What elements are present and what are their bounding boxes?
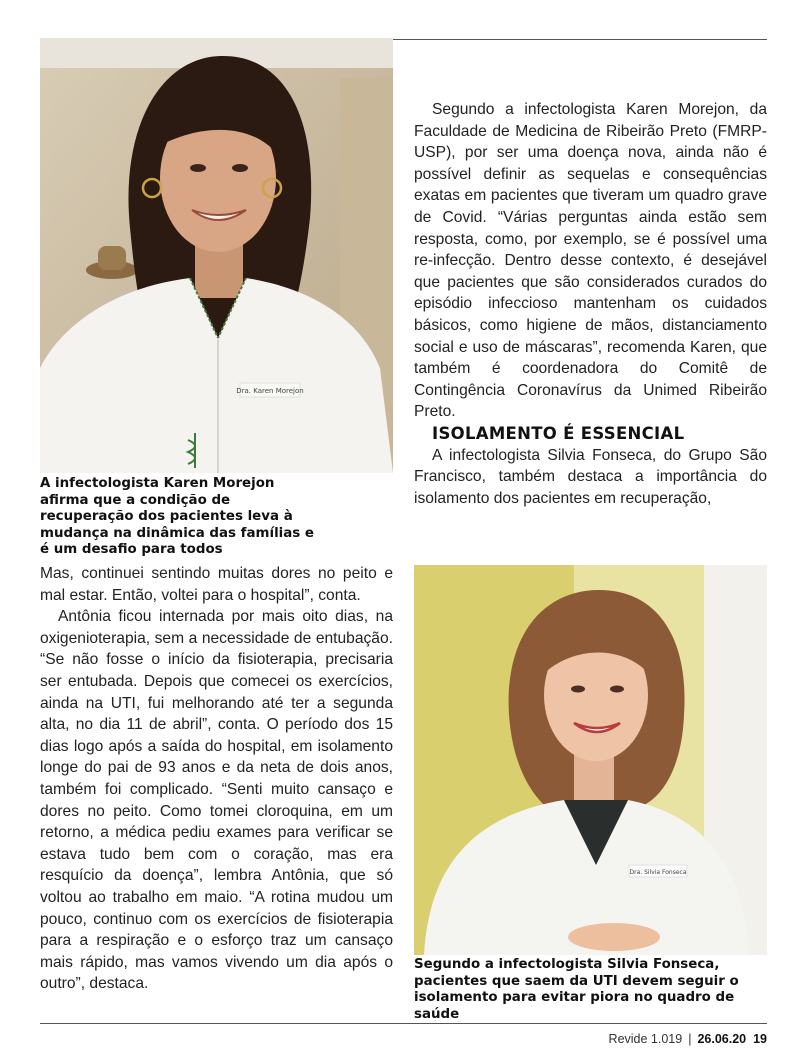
karen-portrait-illustration	[40, 38, 393, 473]
footer-page-number: 19	[753, 1032, 767, 1046]
right-paragraph-1: Segundo a infectologista Karen Morejon, da Faculdade de Medicina de Ribeirão Preto (FMRP-USP), por ser uma doença nova, ainda não é possível definir as sequelas e consequências exatas em pacientes que tiveram um quadro grave de Covid. “Várias perguntas ainda estão sem resposta, como, por exemplo, se é possível uma re-infecção. Dentro desse contexto, é desejável que pacientes que são considerados curados do episódio infeccioso mantenham os cuidados básicos, como higiene de mãos, distanciamento social e uso de máscaras”, recomenda Karen, que também é coordenadora do Comitê de Contingência Coronavírus da Unimed Ribeirão Preto.	[414, 101, 767, 421]
left-paragraph-2: Antônia ficou internada por mais oito dias, na oxigenioterapia, sem a necessidade de entubação. “Se não fosse o início da fisioterapia, precisaria ser entubada. Depois que comecei os exercícios, ainda na UTI, fui melhorando até ter a segunda alta, no dia 11 de abril”, conta. O período dos 15 dias logo após a saída do hospital, em isolamento longe do pai de 93 anos e da neta de dois anos, também foi complicado. “Senti muito cansaço e dores no peito. Como tomei cloroquina, em um retorno, a médica pediu exames para verificar se estava tudo bem com o coração, mas era resquício da doença”, lembra Antônia, que só voltou ao trabalho em maio. “A rotina mudou um pouco, continuo com os exercícios de fisioterapia para a respiração e o esforço traz um cansaço mais rápido, mas vamos vivendo um dia após o outro”, destaca.	[40, 608, 393, 993]
bottom-rule	[40, 1023, 767, 1024]
left-paragraph-1: Mas, continuei sentindo muitas dores no peito e mal estar. Então, voltei para o hospital”, conta.	[40, 565, 393, 604]
footer-date: 26.06.20	[697, 1032, 747, 1046]
page-footer	[609, 1032, 767, 1046]
right-paragraph-2: A infectologista Silvia Fonseca, do Grupo São Francisco, também destaca a importância do isolamento dos pacientes em recuperação,	[414, 446, 767, 507]
caption-karen-morejon: A infectologista Karen Morejon afirma que a condição de recuperação dos pacientes leva à mudança na dinâmica das famílias e é um desafio para todos	[40, 476, 315, 557]
caption-silvia-fonseca: Segundo a infectologista Silvia Fonseca, pacientes que saem da UTI devem seguir o isolamento para evitar piora no quadro de saúde	[414, 957, 739, 1022]
section-heading-isolamento: ISOLAMENTO É ESSENCIAL	[432, 423, 685, 443]
silvia-portrait-illustration	[414, 565, 767, 955]
left-column	[40, 563, 393, 995]
top-rule-right	[393, 39, 767, 40]
right-column	[414, 99, 767, 509]
photo-silvia-fonseca	[414, 565, 767, 955]
karen-badge-text: Dra. Karen Morejon	[236, 387, 304, 395]
footer-magazine: Revide 1.019	[608, 1032, 683, 1046]
silvia-badge-text: Dra. Silvia Fonseca	[629, 869, 687, 876]
footer-separator: |	[688, 1032, 692, 1046]
photo-karen-morejon	[40, 38, 393, 473]
